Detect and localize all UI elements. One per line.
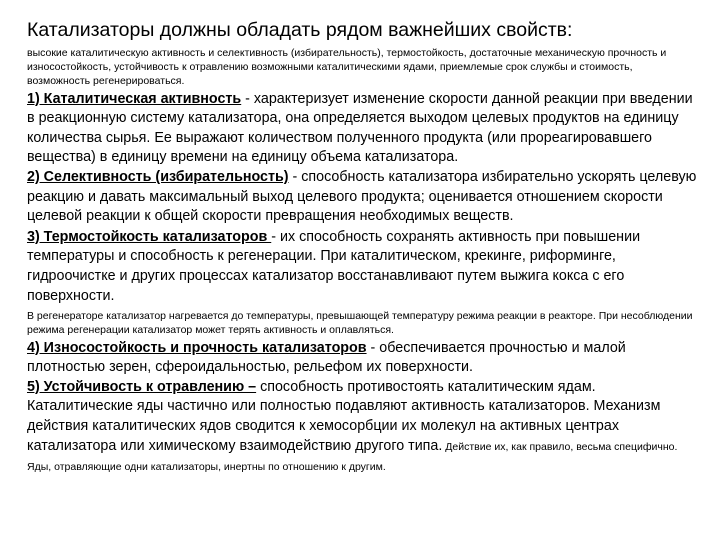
property-selectivity-term: 2) Селективность (избирательность) (27, 168, 289, 185)
property-activity-term: 1) Каталитическая активность (27, 90, 242, 107)
property-selectivity (27, 168, 698, 227)
property-activity (27, 90, 698, 168)
property-thermal-stability-term: 3) Термостойкость катализаторов (27, 228, 272, 245)
property-poison-resistance (27, 378, 698, 478)
property-poison-resistance-text: способность противостоять каталитическим ядам. Каталитические яды частично или полностью подавляют активность катализаторов. Механизм действия каталитических ядов сводится к хемосорбции их молекул на активных центрах катализатора или химическому взаимодействию другого типа. (27, 378, 661, 454)
intro-text: высокие каталитическую активность и селективность (избирательность), термостойкость, достаточные механическую прочность и износостойкость, устойчивость к отравлению возможными каталитическими ядами, приемлемые срок службы и стоимость, возможность регенерироваться. (27, 47, 667, 88)
property-thermal-stability-text: - их способность сохранять активность при повышении температуры и способность к регенерации. При каталитическом, крекинге, риформинге, гидроочистке и других процессах катализатор восстанавливают путем выжига кокса с его поверхности. (27, 228, 641, 304)
property-poison-resistance-term: 5) Устойчивость к отравлению – (27, 378, 257, 395)
property-selectivity-text: - способность катализатора избирательно ускорять целевую реакцию и давать максимальный выход целевого продукта; оценивается отношением скорости целевой реакции к общей скорости превращения необходимых веществ. (27, 168, 697, 225)
property-poison-resistance-tail: Действие их, как правило, весьма специфично. Яды, отравляющие одни катализаторы, инертны по отношению к другим. (27, 440, 678, 474)
property-wear-resistance-text: - обеспечивается прочностью и малой плотностью зерен, сфероидальностью, рельефом их поверхности. (27, 339, 626, 376)
property-thermal-stability (27, 228, 698, 306)
regeneration-note: В регенераторе катализатор нагревается до температуры, превышающей температуру режима реакции в реакторе. При несоблюдении режима регенерации катализатор может терять активность и оплавляться. (27, 310, 693, 337)
slide-title: Катализаторы должны обладать рядом важнейших свойств: (27, 19, 573, 41)
property-wear-resistance-term: 4) Износостойкость и прочность катализаторов (27, 339, 367, 356)
property-activity-text: - характеризует изменение скорости данной реакции при введении в реакционную систему катализатора, она определяется выходом целевых продуктов на единицу количества сырья. Ее выражают количеством полученного продукта (или прореагировавшего вещества) в единицу времени на единицу объема катализатора. (27, 90, 693, 166)
property-wear-resistance (27, 339, 698, 378)
